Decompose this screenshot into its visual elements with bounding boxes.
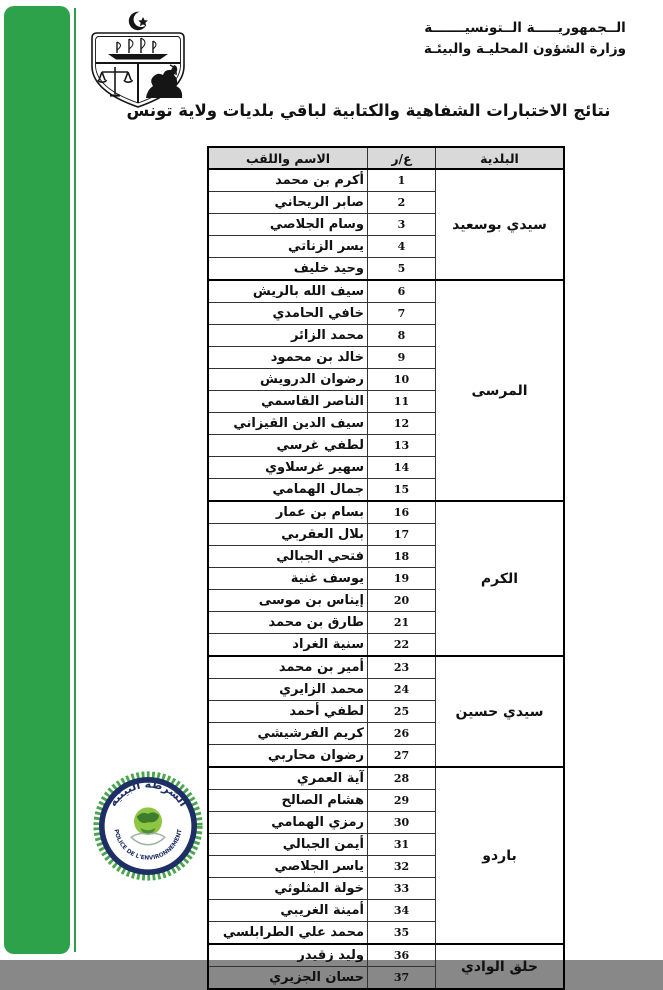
serial-cell: 16 [368, 501, 436, 524]
candidate-name-cell: فتحي الجبالي [208, 546, 368, 568]
table-row [208, 656, 564, 679]
results-table-header [208, 147, 564, 169]
serial-cell: 26 [368, 723, 436, 745]
page-title: نتائج الاختبارات الشفاهية والكتابية لباقي بلديات ولاية تونس [126, 101, 611, 120]
serial-cell: 19 [368, 568, 436, 590]
serial-cell: 32 [368, 856, 436, 878]
candidate-name-cell: الناصر القاسمي [208, 391, 368, 413]
serial-cell: 3 [368, 214, 436, 236]
candidate-name-cell: محمد علي الطرابلسي [208, 922, 368, 945]
candidate-name-cell: إيناس بن موسى [208, 590, 368, 612]
candidate-name-cell: يسر الزناتي [208, 236, 368, 258]
candidate-name-cell: خالد بن محمود [208, 347, 368, 369]
left-green-band-edge [74, 8, 76, 952]
candidate-name-cell: محمد الزايري [208, 679, 368, 701]
candidate-name-cell: هشام الصالح [208, 790, 368, 812]
serial-cell: 17 [368, 524, 436, 546]
serial-cell: 34 [368, 900, 436, 922]
municipality-cell: سيدي حسين [436, 656, 565, 767]
serial-cell: 37 [368, 967, 436, 990]
candidate-name-cell: وحيد خليف [208, 258, 368, 281]
table-row [208, 169, 564, 192]
candidate-name-cell: وسام الجلاصي [208, 214, 368, 236]
candidate-name-cell: صابر الريحاني [208, 192, 368, 214]
candidate-name-cell: رضوان الدرويش [208, 369, 368, 391]
serial-cell: 1 [368, 169, 436, 192]
candidate-name-cell: بلال العقربي [208, 524, 368, 546]
republic-line: الــجمهوريـــــة الــتونسيـــــــة [424, 20, 626, 36]
serial-cell: 33 [368, 878, 436, 900]
serial-cell: 12 [368, 413, 436, 435]
candidate-name-cell: جمال الهمامي [208, 479, 368, 502]
candidate-name-cell: سنية الغراد [208, 634, 368, 657]
serial-cell: 30 [368, 812, 436, 834]
serial-cell: 10 [368, 369, 436, 391]
municipality-cell: الكرم [436, 501, 565, 656]
candidate-name-cell: كريم الفرشيشي [208, 723, 368, 745]
serial-cell: 13 [368, 435, 436, 457]
municipality-cell: المرسى [436, 280, 565, 501]
candidate-name-cell: خولة المثلوثي [208, 878, 368, 900]
candidate-name-cell: سهير غرسلاوي [208, 457, 368, 479]
serial-cell: 14 [368, 457, 436, 479]
candidate-name-cell: يوسف غنية [208, 568, 368, 590]
municipality-cell: حلق الوادي [436, 944, 565, 989]
serial-cell: 31 [368, 834, 436, 856]
serial-cell: 25 [368, 701, 436, 723]
serial-cell: 4 [368, 236, 436, 258]
serial-cell: 20 [368, 590, 436, 612]
serial-cell: 11 [368, 391, 436, 413]
candidate-name-cell: طارق بن محمد [208, 612, 368, 634]
candidate-name-cell: أيمن الجبالي [208, 834, 368, 856]
municipality-cell: باردو [436, 767, 565, 944]
table-row [208, 767, 564, 790]
candidate-name-cell: حسان الجزيري [208, 967, 368, 990]
candidate-name-cell: آية العمري [208, 767, 368, 790]
candidate-name-cell: أكرم بن محمد [208, 169, 368, 192]
results-table [207, 146, 565, 990]
serial-cell: 6 [368, 280, 436, 303]
results-table-body [208, 169, 564, 989]
serial-cell: 21 [368, 612, 436, 634]
candidate-name-cell: وليد زقيدر [208, 944, 368, 967]
serial-cell: 23 [368, 656, 436, 679]
candidate-name-cell: أمينة الغريبي [208, 900, 368, 922]
candidate-name-cell: ياسر الجلاصي [208, 856, 368, 878]
tunisia-coat-of-arms-icon [84, 8, 192, 112]
candidate-name-cell: لطفي غرسي [208, 435, 368, 457]
candidate-name-cell: سيف الله بالريش [208, 280, 368, 303]
candidate-name-cell: بسام بن عمار [208, 501, 368, 524]
candidate-name-cell: رضوان محاربي [208, 745, 368, 768]
serial-cell: 7 [368, 303, 436, 325]
serial-cell: 24 [368, 679, 436, 701]
left-green-band [4, 6, 70, 954]
table-row [208, 501, 564, 524]
serial-cell: 18 [368, 546, 436, 568]
ministry-line: وزارة الشؤون المحليـة والبيئـة [423, 41, 627, 57]
serial-cell: 35 [368, 922, 436, 945]
serial-cell: 22 [368, 634, 436, 657]
table-row [208, 280, 564, 303]
municipality-cell: سيدي بوسعيد [436, 169, 565, 280]
candidate-name-cell: لطفي أحمد [208, 701, 368, 723]
stamp-arabic-text: الشرطة البيئية [106, 777, 190, 809]
serial-cell: 36 [368, 944, 436, 967]
candidate-name-cell: خافي الحامدي [208, 303, 368, 325]
column-header-municipality: البلدية [436, 147, 565, 169]
candidate-name-cell: أمير بن محمد [208, 656, 368, 679]
candidate-name-cell: محمد الزائر [208, 325, 368, 347]
candidate-name-cell: رمزي الهمامي [208, 812, 368, 834]
serial-cell: 28 [368, 767, 436, 790]
table-row [208, 944, 564, 967]
serial-cell: 8 [368, 325, 436, 347]
stamp-french-text: POLICE DE L'ENVIRONNEMENT [112, 828, 184, 862]
government-header [395, 18, 655, 60]
column-header-serial: ع/ر [368, 147, 436, 169]
column-header-name: الاسم واللقب [208, 147, 368, 169]
serial-cell: 2 [368, 192, 436, 214]
serial-cell: 5 [368, 258, 436, 281]
serial-cell: 27 [368, 745, 436, 768]
serial-cell: 29 [368, 790, 436, 812]
candidate-name-cell: سيف الدين القيزاني [208, 413, 368, 435]
serial-cell: 9 [368, 347, 436, 369]
environment-police-stamp [92, 770, 204, 882]
serial-cell: 15 [368, 479, 436, 502]
